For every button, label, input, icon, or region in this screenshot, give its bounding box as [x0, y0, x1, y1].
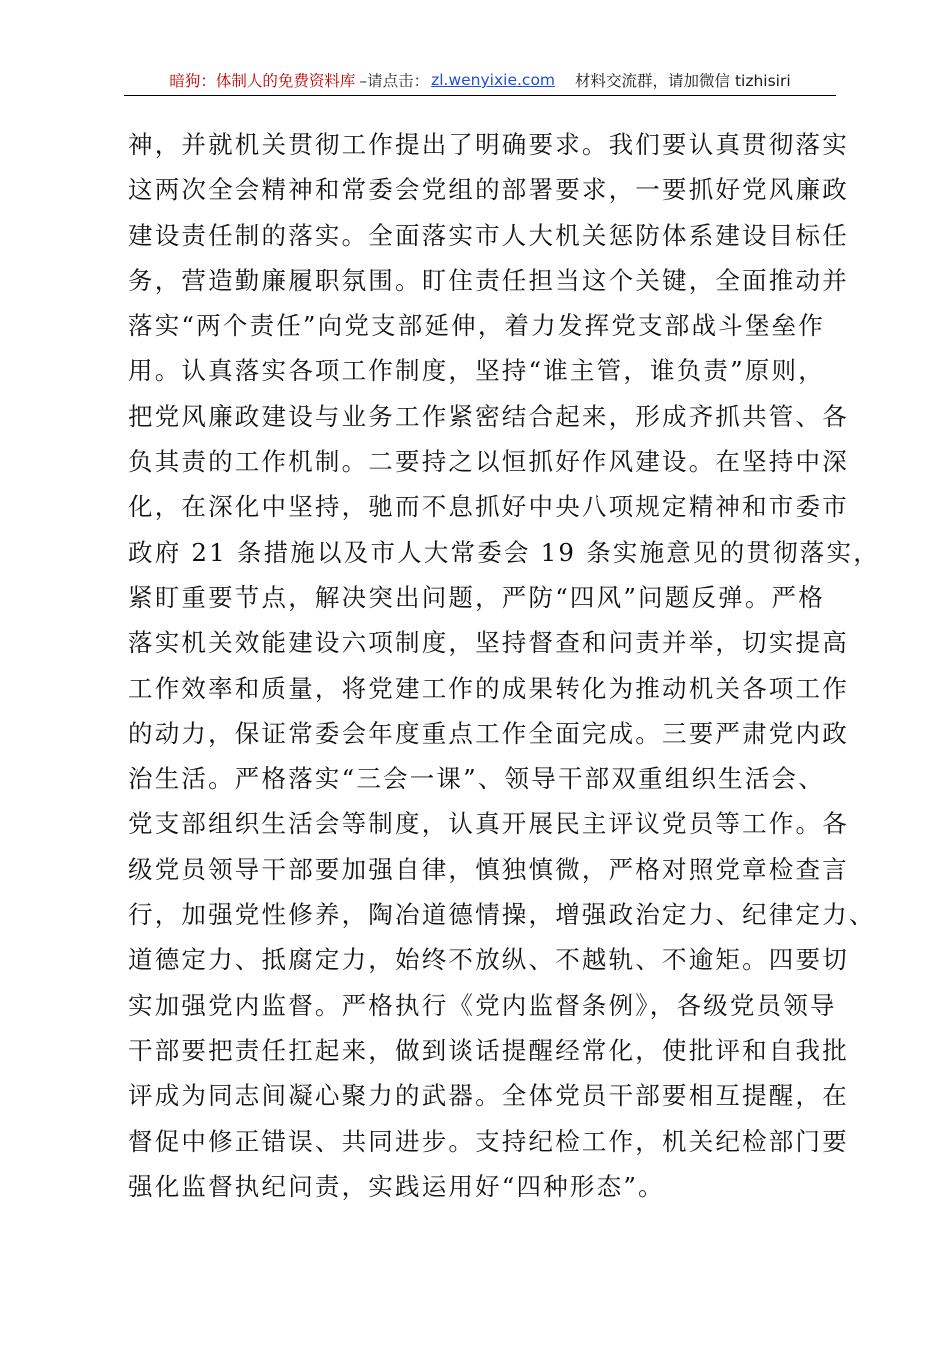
body-line: 务，营造勤廉履职氛围。盯住责任担当这个关键，全面推动并	[128, 265, 849, 295]
body-line: 治生活。严格落实“三会一课”、领导干部双重组织生活会、	[128, 764, 825, 794]
body-line: 神，并就机关贯彻工作提出了明确要求。我们要认真贯彻落实	[128, 130, 849, 159]
document-body	[128, 122, 880, 1209]
header-wechat-note: 材料交流群，请加微信 tizhisiri	[575, 72, 791, 90]
body-line: 强化监督执纪问责，实践运用好“四种形态”。	[128, 1171, 665, 1201]
body-line: 落实“两个责任”向党支部延伸，着力发挥党支部战斗堡垒作	[128, 311, 825, 341]
page-header	[124, 68, 836, 92]
body-line: 行，加强党性修养，陶冶道德情操，增强政治定力、纪律定力、	[128, 900, 876, 930]
body-line: 党支部组织生活会等制度，认真开展民主评议党员等工作。各	[128, 809, 849, 839]
body-line: 实加强党内监督。严格执行《党内监督条例》，各级党员领导	[128, 990, 837, 1020]
body-line: 级党员领导干部要加强自律，慎独慎微，严格对照党章检查言	[128, 854, 849, 884]
body-line: 道德定力、抵腐定力，始终不放纵、不越轨、不逾矩。四要切	[128, 945, 849, 975]
body-line: 化，在深化中坚持，驰而不息抓好中央八项规定精神和市委市	[128, 492, 849, 522]
header-divider	[124, 95, 836, 96]
header-brand: 暗狗：体制人的免费资料库	[169, 72, 356, 90]
body-line: 这两次全会精神和常委会党组的部署要求，一要抓好党风廉政	[128, 175, 849, 205]
body-line: 把党风廉政建设与业务工作紧密结合起来，形成齐抓共管、各	[128, 401, 849, 431]
body-line: 政府 21 条措施以及市人大常委会 19 条实施意见的贯彻落实，	[128, 537, 880, 567]
body-line: 紧盯重要节点，解决突出问题，严防“四风”问题反弹。严格	[128, 582, 825, 612]
body-line: 落实机关效能建设六项制度，坚持督查和问责并举，切实提高	[128, 628, 849, 658]
body-line: 的动力，保证常委会年度重点工作全面完成。三要严肃党内政	[128, 718, 849, 748]
body-line: 工作效率和质量，将党建工作的成果转化为推动机关各项工作	[128, 673, 849, 703]
body-line: 建设责任制的落实。全面落实市人大机关惩防体系建设目标任	[128, 220, 849, 250]
body-line: 督促中修正错误、共同进步。支持纪检工作，机关纪检部门要	[128, 1126, 849, 1156]
header-prompt: –请点击：	[359, 72, 430, 90]
body-line: 干部要把责任扛起来，做到谈话提醒经常化，使批评和自我批	[128, 1035, 849, 1065]
body-line: 负其责的工作机制。二要持之以恒抓好作风建设。在坚持中深	[128, 447, 849, 477]
header-link[interactable]: zl.wenyixie.com	[431, 71, 556, 89]
body-line: 评成为同志间凝心聚力的武器。全体党员干部要相互提醒，在	[128, 1081, 849, 1111]
body-line: 用。认真落实各项工作制度，坚持“谁主管，谁负责”原则，	[128, 356, 825, 386]
